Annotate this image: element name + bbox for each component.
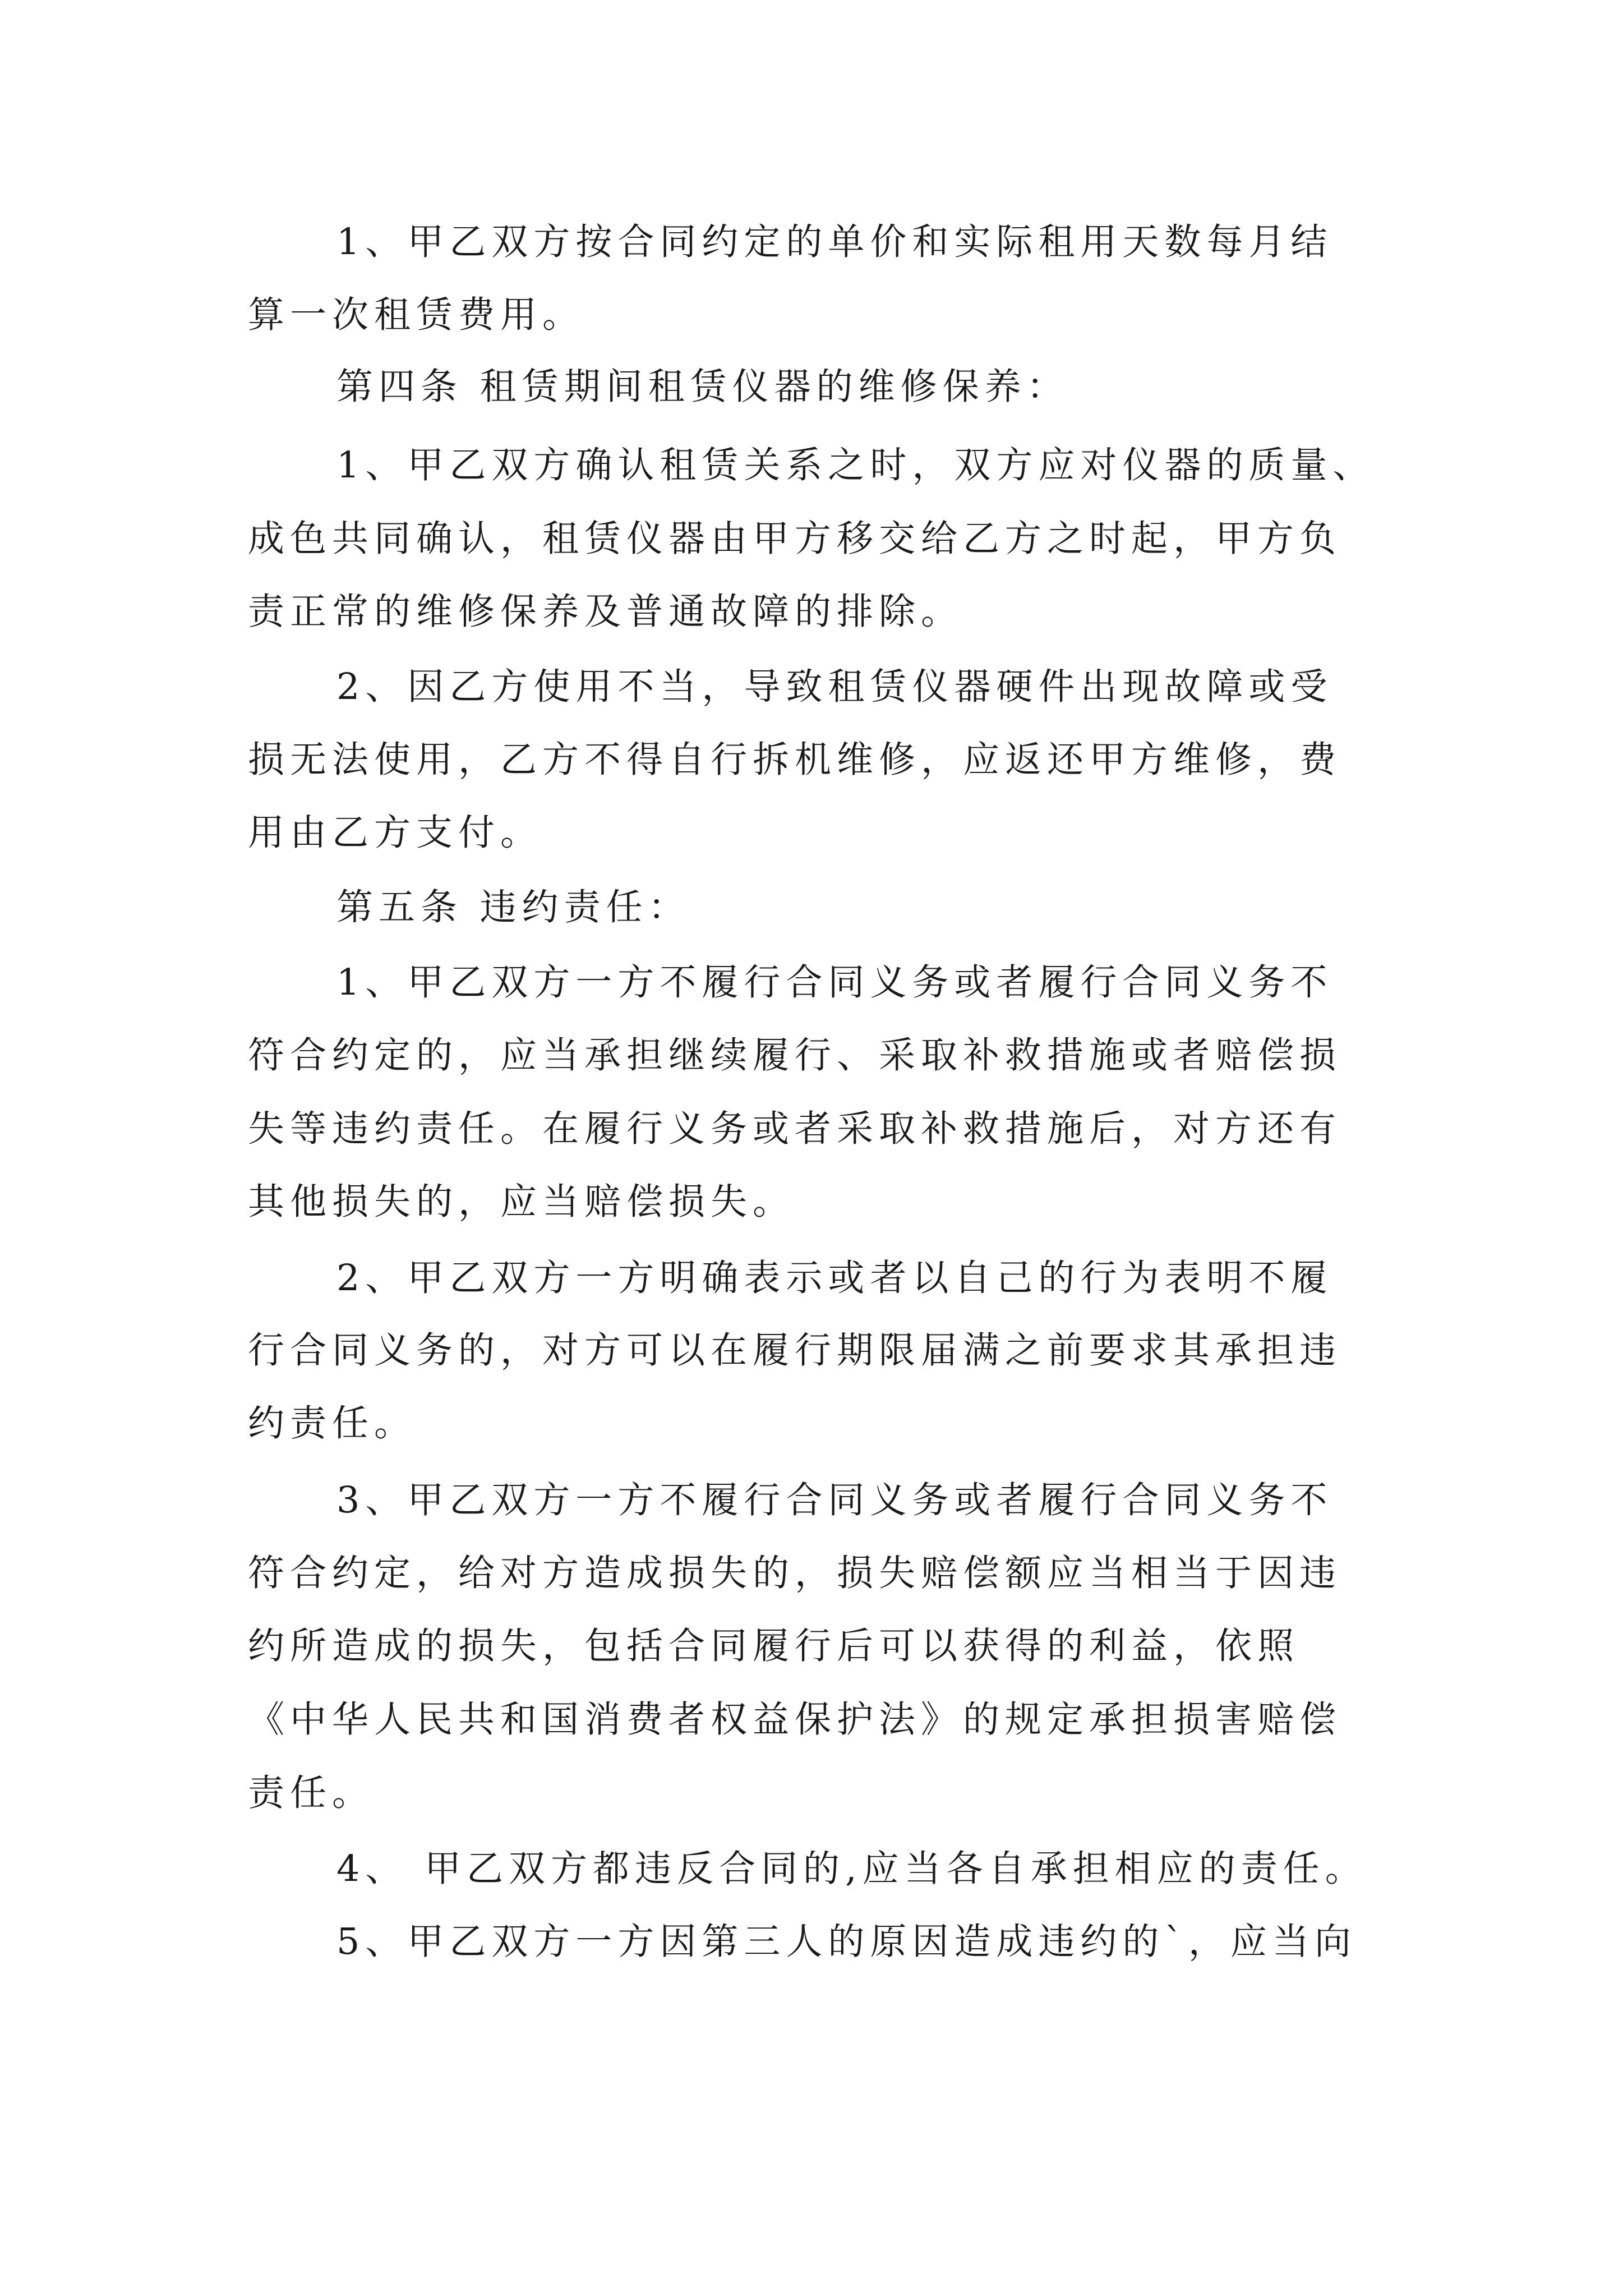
text-line-22: 责任。: [248, 1772, 375, 1814]
text-line-7: 2、因乙方使用不当，导致租赁仪器硬件出现故障或受: [336, 666, 1333, 708]
section-heading-5: 第五条 违约责任：: [336, 886, 690, 928]
text-line-23: 4、 甲乙双方都违反合同的,应当各自承担相应的责任。: [336, 1848, 1367, 1890]
text-line-6: 责正常的维修保养及普通故障的排除。: [248, 591, 963, 633]
text-line-8: 损无法使用，乙方不得自行拆机维修，应返还甲方维修，费: [248, 739, 1342, 781]
text-line-4: 1、甲乙双方确认租赁关系之时，双方应对仪器的质量、: [336, 444, 1375, 486]
text-line-15: 2、甲乙双方一方明确表示或者以自己的行为表明不履: [336, 1257, 1333, 1299]
text-line-11: 1、甲乙双方一方不履行合同义务或者履行合同义务不: [336, 961, 1333, 1004]
text-line-9: 用由乙方支付。: [248, 812, 543, 854]
text-line-14: 其他损失的，应当赔偿损失。: [248, 1181, 795, 1223]
text-line-20: 约所造成的损失，包括合同履行后可以获得的利益，依照: [248, 1625, 1300, 1667]
text-line-1: 1、甲乙双方按合同约定的单价和实际租用天数每月结: [336, 221, 1333, 263]
text-line-21: 《中华人民共和国消费者权益保护法》的规定承担损害赔偿: [248, 1699, 1342, 1741]
section-heading-4: 第四条 租赁期间租赁仪器的维修保养：: [336, 366, 1069, 408]
text-line-2: 算一次租赁费用。: [248, 294, 585, 336]
text-line-17: 约责任。: [248, 1402, 417, 1444]
text-line-18: 3、甲乙双方一方不履行合同义务或者履行合同义务不: [336, 1479, 1333, 1521]
text-line-24: 5、甲乙双方一方因第三人的原因造成违约的`，应当向: [336, 1921, 1357, 1963]
text-line-13: 失等违约责任。在履行义务或者采取补救措施后，对方还有: [248, 1108, 1342, 1150]
text-line-16: 行合同义务的，对方可以在履行期限届满之前要求其承担违: [248, 1329, 1342, 1372]
text-line-19: 符合约定，给对方造成损失的，损失赔偿额应当相当于因违: [248, 1552, 1342, 1594]
text-line-5: 成色共同确认，租赁仪器由甲方移交给乙方之时起，甲方负: [248, 518, 1342, 560]
text-line-12: 符合约定的，应当承担继续履行、采取补救措施或者赔偿损: [248, 1034, 1342, 1076]
